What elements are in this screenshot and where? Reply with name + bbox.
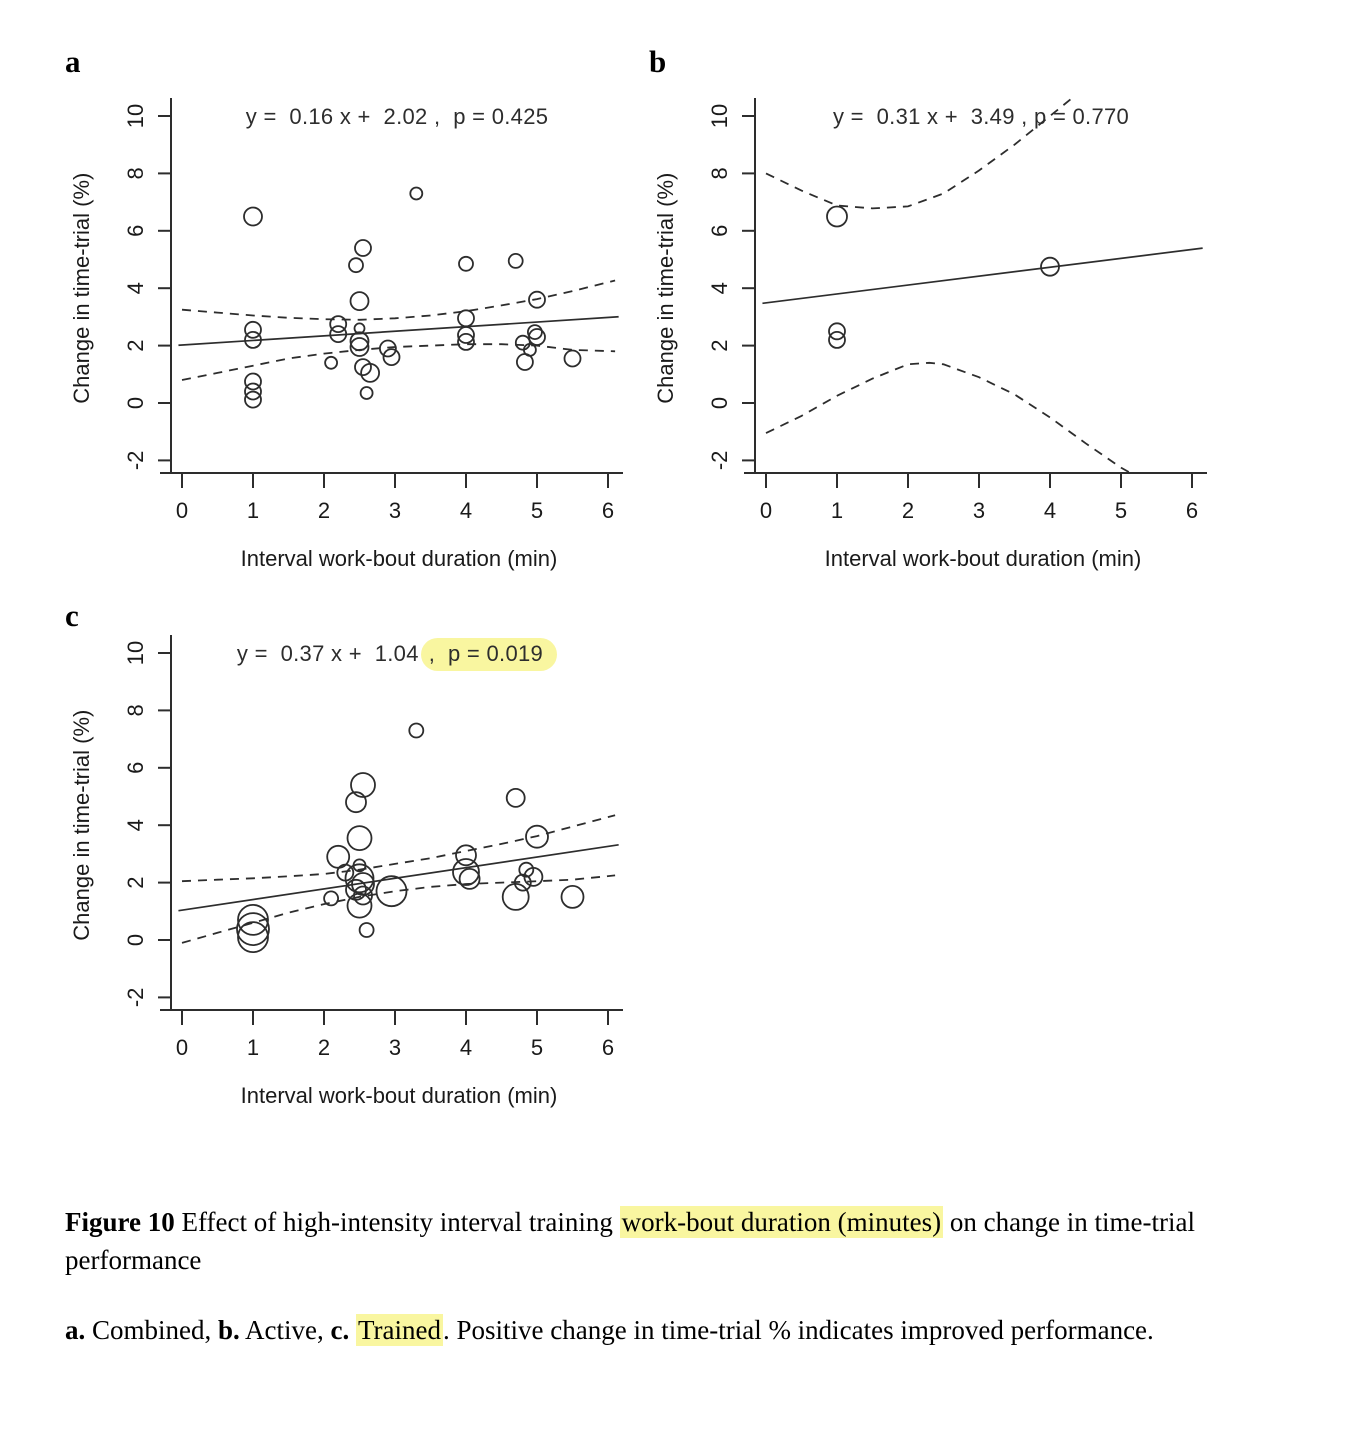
x-tick-label: 5 (530, 1035, 544, 1060)
x-tick-label: 2 (317, 1035, 331, 1060)
plot-area (762, 96, 1202, 478)
x-tick-label: 0 (175, 498, 189, 523)
data-point-bubble (507, 789, 525, 807)
y-tick-label: 6 (123, 224, 148, 237)
y-tick-label: 6 (707, 224, 732, 237)
y-tick-label: 2 (123, 876, 148, 889)
panel-b-label: b (649, 44, 667, 79)
y-axis-title: Change in time-trial (%) (653, 172, 678, 404)
x-tick-label: 3 (388, 1035, 402, 1060)
panel-a-label: a (65, 44, 81, 79)
x-tick-label: 2 (901, 498, 915, 523)
data-point-bubble (509, 254, 523, 268)
panel-c-equation-text: y = 0.37 x + 1.04 (236, 641, 419, 666)
y-tick-label: 10 (123, 640, 148, 666)
data-point-bubble (325, 357, 337, 369)
x-tick-label: 3 (972, 498, 986, 523)
data-point-bubble (410, 188, 422, 200)
caption-segment (349, 1315, 356, 1345)
x-axis-title: Interval work-bout duration (min) (240, 1083, 558, 1108)
y-tick-label: -2 (707, 450, 732, 471)
y-tick-label: 10 (123, 103, 148, 129)
x-tick-label: 1 (246, 1035, 260, 1060)
x-tick-label: 6 (1185, 498, 1199, 523)
ci-upper-dashed-line (182, 281, 615, 320)
data-point-bubble (516, 336, 530, 350)
y-tick-label: 2 (123, 339, 148, 352)
panel-b-equation-text: y = 0.31 x + 3.49 , p = 0.770 (832, 104, 1130, 129)
panel-c-equation (171, 641, 623, 667)
x-tick-label: 1 (246, 498, 260, 523)
caption-segment: b. (218, 1315, 240, 1345)
x-tick-label: 6 (601, 1035, 615, 1060)
x-tick-label: 6 (601, 498, 615, 523)
x-tick-label: 0 (759, 498, 773, 523)
data-point-bubble (349, 258, 363, 272)
caption-segment: c. (330, 1315, 350, 1345)
data-point-bubble (351, 292, 369, 310)
caption-segment: Combined, (85, 1315, 218, 1345)
data-point-bubble (529, 329, 545, 345)
data-point-bubble (827, 207, 847, 227)
y-tick-label: -2 (123, 987, 148, 1008)
figure-caption-title (65, 1203, 1313, 1280)
y-tick-label: 10 (707, 103, 732, 129)
caption-segment: . Positive change in time-trial % indicates improved performance. (443, 1315, 1154, 1345)
data-point-bubble (456, 845, 476, 865)
data-point-bubble (458, 310, 474, 326)
x-axis-title: Interval work-bout duration (min) (240, 546, 558, 571)
data-point-bubble (409, 724, 423, 738)
caption-segment: on change in time-trial performance (65, 1207, 1196, 1276)
x-axis-title: Interval work-bout duration (min) (824, 546, 1142, 571)
y-tick-label: 2 (707, 339, 732, 352)
x-tick-label: 3 (388, 498, 402, 523)
data-point-bubble (361, 387, 373, 399)
y-axis-title: Change in time-trial (%) (69, 172, 94, 404)
panel-b-equation (755, 104, 1207, 130)
caption-segment: a. (65, 1315, 86, 1345)
data-point-bubble (348, 826, 372, 850)
panel-b-active (639, 40, 1257, 588)
data-point-bubble (453, 859, 479, 885)
x-tick-label: 4 (459, 498, 473, 523)
ci-upper-dashed-line (182, 815, 615, 881)
y-tick-label: -2 (123, 450, 148, 471)
caption-segment: work-bout duration (minutes) (621, 1207, 942, 1237)
ci-lower-dashed-line (766, 363, 1139, 478)
panel-c-trained (55, 577, 673, 1125)
data-point-bubble (351, 773, 375, 797)
y-tick-label: 4 (123, 819, 148, 832)
caption-segment: Effect of high-intensity interval training (174, 1207, 620, 1237)
panel-a-equation-text: y = 0.16 x + 2.02 , p = 0.425 (245, 104, 549, 129)
y-tick-label: 8 (123, 167, 148, 180)
caption-segment: Trained (358, 1315, 442, 1345)
x-tick-label: 0 (175, 1035, 189, 1060)
data-point-bubble (244, 208, 262, 226)
y-tick-label: 0 (707, 396, 732, 410)
y-tick-label: 6 (123, 761, 148, 774)
x-tick-label: 2 (317, 498, 331, 523)
figure-caption-legend (65, 1311, 1313, 1349)
y-tick-label: 8 (123, 704, 148, 717)
y-tick-label: 0 (123, 396, 148, 410)
panel-c-pvalue-highlight: , p = 0.019 (421, 638, 557, 671)
y-axis-title: Change in time-trial (%) (69, 709, 94, 941)
x-tick-label: 1 (830, 498, 844, 523)
data-point-bubble (324, 891, 338, 905)
data-point-bubble (565, 351, 581, 367)
panel-a-combined (55, 40, 673, 588)
panel-a-equation (171, 104, 623, 130)
caption-segment: Active, (239, 1315, 331, 1345)
data-point-bubble (238, 922, 268, 952)
x-tick-label: 4 (1043, 498, 1057, 523)
y-tick-label: 4 (123, 282, 148, 295)
data-point-bubble (459, 257, 473, 271)
y-tick-label: 4 (707, 282, 732, 295)
data-point-bubble (360, 923, 374, 937)
data-point-bubble (355, 240, 371, 256)
x-tick-label: 5 (1114, 498, 1128, 523)
panel-c-label: c (65, 598, 79, 633)
y-tick-label: 8 (707, 167, 732, 180)
data-point-bubble (562, 886, 584, 908)
y-tick-label: 0 (123, 933, 148, 947)
x-tick-label: 5 (530, 498, 544, 523)
caption-segment: Figure 10 (65, 1207, 175, 1237)
x-tick-label: 4 (459, 1035, 473, 1060)
regression-line (762, 248, 1202, 303)
